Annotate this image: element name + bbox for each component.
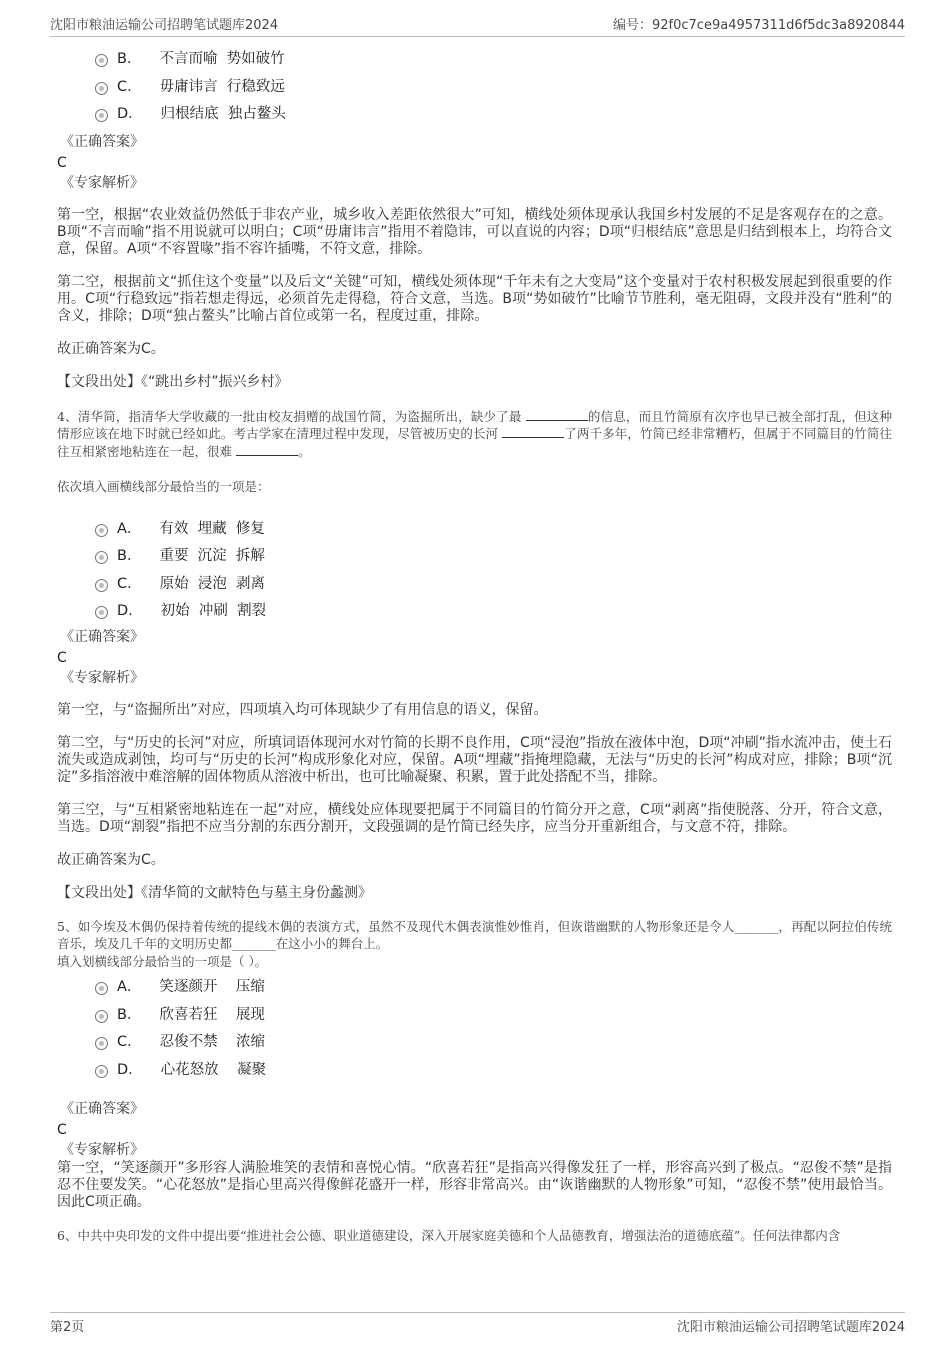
question-stem: 4、清华简，指清华大学收藏的一批由校友捐赠的战国竹简，为盗掘所出，缺少了最 的信息，而且竹简原有次序也早已被全部打乱，但这种情形应该在地下时就已经如此。考古学家在清理过程中发现，尽管被历史的长河 了两千多年，竹简已经非常糟朽，但属于不同篇目的竹简往往互相紧密地粘连在一起，很难 。 <box>57 408 892 459</box>
source-citation: 【文段出处】《“跳出乡村”振兴乡村》 <box>57 373 289 390</box>
option-a[interactable]: A． 笑逐颜开 压缩 <box>95 972 892 1000</box>
radio-button[interactable] <box>95 1010 108 1023</box>
option-c[interactable]: C． 毋庸讳言 行稳致远 <box>95 72 892 100</box>
page-content <box>57 44 892 1245</box>
analysis-paragraph: 第一空，与“盗掘所出”对应，四项填入均可体现缺少了有用信息的语义，保留。 <box>57 701 548 718</box>
analysis-paragraph: 第一空，“笑逐颜开”多形容人满脸堆笑的表情和喜悦心情。“欣喜若狂”是指高兴得像发狂了一样，形容高兴到了极点。“忍俊不禁”是指忍不住要发笑。“心花怒放”是指心里高兴得像鲜花盛开一样，形容非常高兴。由“诙谐幽默的人物形象”可知，“忍俊不禁”使用最恰当。因此C项正确。 <box>57 1160 892 1210</box>
radio-button[interactable] <box>95 82 108 95</box>
option-b[interactable]: B． 不言而喻 势如破竹 <box>95 44 892 72</box>
option-b[interactable]: B． 重要 沉淀 拆解 <box>95 541 892 569</box>
analysis-paragraph: 第一空，根据“农业效益仍然低于非农产业，城乡收入差距依然很大”可知，横线处须体现承认我国乡村发展的不足是客观存在的之意。B项“不言而喻”指不用说就可以明白；C项“毋庸讳言”指用不着隐讳，可以直说的内容；D项“归根结底”意思是归结到根本上，均符合文意，保留。A项“不容置喙”指不容许插嘴，不符文意，排除。 <box>57 206 892 257</box>
radio-button[interactable] <box>95 551 108 564</box>
answer-heading: 《正确答案》 <box>60 1101 144 1117</box>
analysis-paragraph: 第二空，根据前文“抓住这个变量”以及后文“关键”可知，横线处须体现“千年未有之大变局”这个变量对于农村积极发展起到很重要的作用。C项“行稳致远”指若想走得远，必须首先走得稳，符合文意，当选。B项“势如破竹”比喻节节胜利，毫无阻碍，文段并没有“胜利”的含义，排除；D项“独占鳌头”比喻占首位或第一名，程度过重，排除。 <box>57 273 892 324</box>
analysis-heading: 《专家解析》 <box>60 1142 144 1158</box>
analysis-paragraph: 第三空，与“互相紧密地粘连在一起”对应，横线处应体现要把属于不同篇目的竹简分开之意，C项“剥离”指使脱落、分开，符合文意，当选。D项“割裂”指把不应当分割的东西分割开，文段强调的是竹简已经失序，应当分开重新组合，与文意不符，排除。 <box>57 801 892 835</box>
radio-button[interactable] <box>95 1065 108 1078</box>
radio-button[interactable] <box>95 109 108 122</box>
analysis-heading: 《专家解析》 <box>60 669 144 686</box>
question-prompt: 填入划横线部分最恰当的一项是（ ）。 <box>57 953 268 969</box>
answer-value: C <box>57 649 67 666</box>
q4-options <box>57 514 892 624</box>
option-c[interactable]: C． 原始 浸泡 剥离 <box>95 569 892 597</box>
analysis-paragraph: 第二空，与“历史的长河”对应，所填词语体现河水对竹简的长期不良作用，C项“浸泡”指放在液体中泡，D项“冲刷”指水流冲击，使土石流失或造成剥蚀，均可与“历史的长河”构成形象化对应，保留。A项“埋藏”指掩埋隐藏，无法与“历史的长河”构成对应，排除；B项“沉淀”多指溶液中难溶解的固体物质从溶液中析出，也可比喻凝聚、积累，置于此处搭配不当，排除。 <box>57 734 892 785</box>
radio-button[interactable] <box>95 1037 108 1050</box>
document-id: 编号：92f0c7ce9a4957311d6f5dc3a8920844 <box>613 18 905 33</box>
option-a[interactable]: A． 有效 埋藏 修复 <box>95 514 892 542</box>
option-b[interactable]: B． 欣喜若狂 展现 <box>95 1000 892 1028</box>
q3-options <box>57 44 892 127</box>
option-d[interactable]: D． 心花怒放 凝聚 <box>95 1055 892 1083</box>
q5-options <box>57 972 892 1082</box>
question-stem: 5、如今埃及木偶仍保持着传统的提线木偶的表演方式，虽然不及现代木偶表演惟妙惟肖，但诙谐幽默的人物形象还是令人_______，再配以阿拉伯传统音乐，埃及几千年的文明历史都_______在这小小的舞台上。 <box>57 918 892 951</box>
radio-button[interactable] <box>95 606 108 619</box>
answer-value: C <box>57 154 67 171</box>
blank-line <box>236 444 298 456</box>
option-d[interactable]: D． 初始 冲刷 割裂 <box>95 596 892 624</box>
option-d[interactable]: D． 归根结底 独占鳌头 <box>95 99 892 127</box>
source-citation: 【文段出处】《清华简的文献特色与墓主身份蠡测》 <box>57 884 372 901</box>
page-number: 第2页 <box>50 1320 85 1335</box>
analysis-conclusion: 故正确答案为C。 <box>57 340 165 357</box>
answer-heading: 《正确答案》 <box>60 628 144 645</box>
blank-line <box>502 426 564 438</box>
page-header <box>50 14 905 37</box>
answer-heading: 《正确答案》 <box>60 133 144 150</box>
radio-button[interactable] <box>95 524 108 537</box>
question-stem: 6、中共中央印发的文件中提出要“推进社会公德、职业道德建设，深入开展家庭美德和个人品德教育，增强法治的道德底蕴”。任何法律都内含 <box>57 1228 841 1243</box>
analysis-conclusion: 故正确答案为C。 <box>57 851 165 868</box>
answer-value: C <box>57 1122 67 1138</box>
option-c[interactable]: C． 忍俊不禁 浓缩 <box>95 1027 892 1055</box>
radio-button[interactable] <box>95 579 108 592</box>
radio-button[interactable] <box>95 982 108 995</box>
page-footer <box>50 1312 905 1335</box>
blank-line <box>526 409 588 421</box>
question-prompt: 依次填入画横线部分最恰当的一项是： <box>57 479 270 494</box>
radio-button[interactable] <box>95 54 108 67</box>
header-title: 沈阳市粮油运输公司招聘笔试题库2024 <box>50 18 279 33</box>
footer-title: 沈阳市粮油运输公司招聘笔试题库2024 <box>676 1320 905 1335</box>
analysis-heading: 《专家解析》 <box>60 174 144 191</box>
